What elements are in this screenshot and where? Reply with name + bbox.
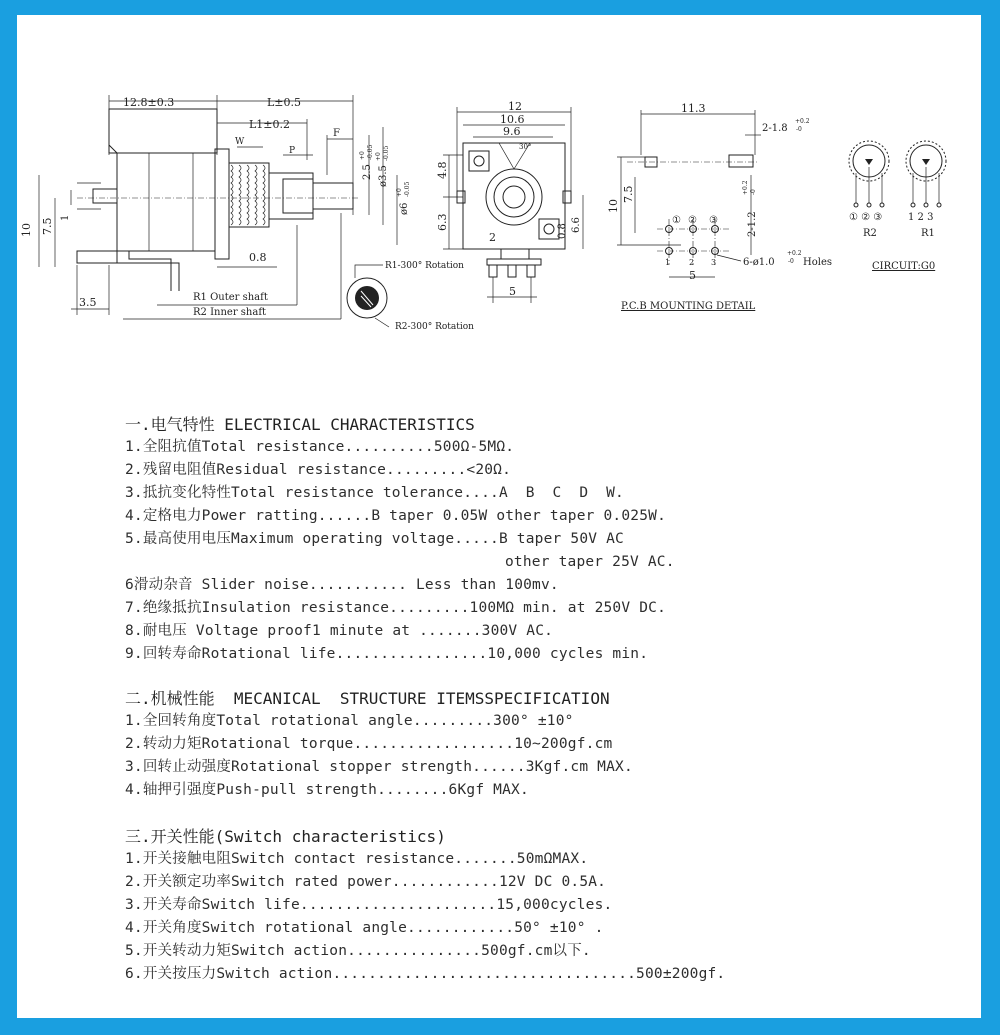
side-dim-2: 2: [489, 231, 496, 244]
pcb-holes-suffix: Holes: [803, 257, 832, 268]
label-p: P: [289, 146, 296, 156]
pcb-dim-2-1-2-tol: +0.2: [742, 180, 749, 195]
pcb-pin-2: 2: [689, 258, 695, 267]
dim-2-5-tol-upper: +0: [359, 151, 366, 160]
circuit-r2-label: R2: [863, 228, 877, 239]
electrical-title: 一.电气特性 ELECTRICAL CHARACTERISTICS: [125, 415, 475, 434]
circuit-r1-pins: 1 2 3: [908, 212, 934, 223]
list-item: 4.开关角度Switch rotational angle............50° ±10° .: [125, 920, 604, 936]
list-item: 5.最高使用电压Maximum operating voltage.....B taper 50V AC: [125, 531, 624, 547]
dim-2-5: 2.5: [362, 164, 373, 180]
list-item: 5.开关转动力矩Switch action...............500gf.cm以下.: [125, 943, 591, 959]
list-item: 9.回转寿命Rotational life.................10,000 cycles min.: [125, 646, 649, 662]
dim-1: 1: [60, 214, 71, 221]
r1-outer-shaft: R1 Outer shaft: [193, 292, 268, 303]
pcb-dim-2-1-8-tol-lower: -0: [796, 126, 802, 133]
circuit-diagram: [849, 141, 946, 272]
list-item: 1.全回转角度Total rotational angle.........300° ±10°: [125, 713, 574, 729]
side-dim-9-6: 9.6: [503, 125, 521, 138]
r2-inner-shaft: R2 Inner shaft: [193, 307, 267, 318]
list-item: 2.残留电阻值Residual resistance.........<20Ω.: [125, 462, 512, 478]
side-dim-5: 5: [509, 285, 516, 298]
pcb-circled-2: ②: [688, 215, 697, 226]
circuit-title: CIRCUIT:G0: [872, 261, 936, 272]
side-dim-6-6: 6.6: [571, 217, 582, 233]
list-item: 2.转动力矩Rotational torque..................10~200gf.cm: [125, 736, 613, 752]
dim-3-5-tol-lower: -0.05: [383, 145, 390, 161]
pcb-dim-5: 5: [689, 269, 696, 282]
side-dim-6-3: 6.3: [436, 213, 449, 231]
list-item: 3.回转止动强度Rotational stopper strength......3Kgf.cm MAX.: [125, 759, 633, 775]
front-view: [20, 95, 411, 319]
pcb-holes: 6-ø1.0: [743, 257, 775, 268]
dim-l: L±0.5: [267, 96, 302, 109]
pcb-dim-11-3: 11.3: [681, 102, 706, 115]
switch-section: [125, 826, 945, 986]
pcb-title: P.C.B MOUNTING DETAIL: [621, 301, 756, 312]
dim-6-tol-upper: +0: [396, 188, 403, 197]
dim-3-5-tol-upper: +0: [375, 152, 382, 161]
side-dim-30: 30°: [519, 143, 532, 151]
circuit-r2-pins: ① ② ③: [849, 212, 883, 223]
list-item: 4.轴押引强度Push-pull strength........6Kgf MAX.: [125, 782, 529, 798]
list-item: 4.定格电力Power ratting......B taper 0.05W other taper 0.025W.: [125, 508, 667, 524]
switch-title: 三.开关性能(Switch characteristics): [125, 827, 446, 846]
label-f: F: [333, 128, 340, 139]
pcb-holes-tol-lower: -0: [788, 258, 794, 265]
side-dim-12: 12: [508, 100, 522, 113]
electrical-section: [125, 414, 945, 666]
dim-2-5-tol-lower: -0.05: [367, 144, 374, 160]
dim-3-5b: 3.5: [79, 296, 97, 309]
list-item: other taper 25V AC.: [505, 554, 675, 570]
side-dim-10-6: 10.6: [500, 113, 525, 126]
label-w: W: [235, 137, 245, 147]
dim-3-5: ø3.5: [378, 165, 389, 187]
list-item: 3.开关寿命Switch life......................15,000cycles.: [125, 897, 613, 913]
pcb-dim-2-1-8: 2-1.8: [762, 123, 788, 134]
pcb-mounting-detail: [607, 102, 832, 312]
dim-0-8: 0.8: [249, 251, 267, 264]
rotation-r1-label: R1-300° Rotation: [385, 261, 464, 271]
dim-7-5: 7.5: [41, 217, 54, 235]
pcb-pin-1: 1: [665, 258, 671, 267]
list-item: 6滑动杂音 Slider noise........... Less than 100mv.: [125, 577, 559, 593]
pcb-circled-1: ①: [672, 215, 681, 226]
dim-body: 12.8±0.3: [123, 96, 175, 109]
rotation-r2-label: R2-300° Rotation: [395, 322, 474, 332]
side-dim-4-8: 4.8: [436, 161, 449, 179]
circuit-r1-label: R1: [921, 228, 935, 239]
dim-10: 10: [20, 223, 33, 237]
rotation-symbol: [347, 261, 474, 332]
list-item: 2.开关额定功率Switch rated power............12V DC 0.5A.: [125, 874, 607, 890]
pcb-dim-2-1-2-tol-lower: -0: [750, 189, 757, 195]
side-view: [436, 100, 583, 303]
technical-drawing: [17, 15, 981, 355]
dim-6-tol-lower: -0.05: [404, 181, 411, 197]
pcb-pin-3: 3: [711, 258, 717, 267]
dim-l1: L1±0.2: [249, 118, 291, 131]
list-item: 6.开关按压力Switch action..................................500±200gf.: [125, 966, 726, 982]
list-item: 3.抵抗变化特性Total resistance tolerance....A B C D W.: [125, 485, 624, 501]
pcb-dim-2-1-2: 2-1.2: [747, 211, 758, 237]
pcb-circled-3: ③: [709, 215, 718, 226]
dim-6: ø6: [399, 202, 410, 215]
list-item: 1.开关接触电阻Switch contact resistance.......50mΩMAX.: [125, 851, 589, 867]
pcb-dim-10: 10: [607, 199, 620, 213]
list-item: 8.耐电压 Voltage proof1 minute at .......300V AC.: [125, 623, 554, 639]
pcb-dim-2-1-8-tol: +0.2: [795, 118, 810, 125]
spec-sheet: [17, 15, 981, 1018]
mechanical-section: [125, 688, 945, 802]
list-item: 1.全阻抗值Total resistance..........500Ω-5MΩ.: [125, 439, 515, 455]
side-dim-0-8: 0.8: [557, 223, 568, 239]
mechanical-title: 二.机械性能 MECANICAL STRUCTURE ITEMSSPECIFICATION: [125, 689, 610, 708]
drawing-svg: [17, 15, 981, 355]
pcb-dim-7-5: 7.5: [622, 185, 635, 203]
pcb-holes-tol: +0.2: [787, 250, 802, 257]
list-item: 7.绝缘抵抗Insulation resistance.........100MΩ min. at 250V DC.: [125, 600, 667, 616]
